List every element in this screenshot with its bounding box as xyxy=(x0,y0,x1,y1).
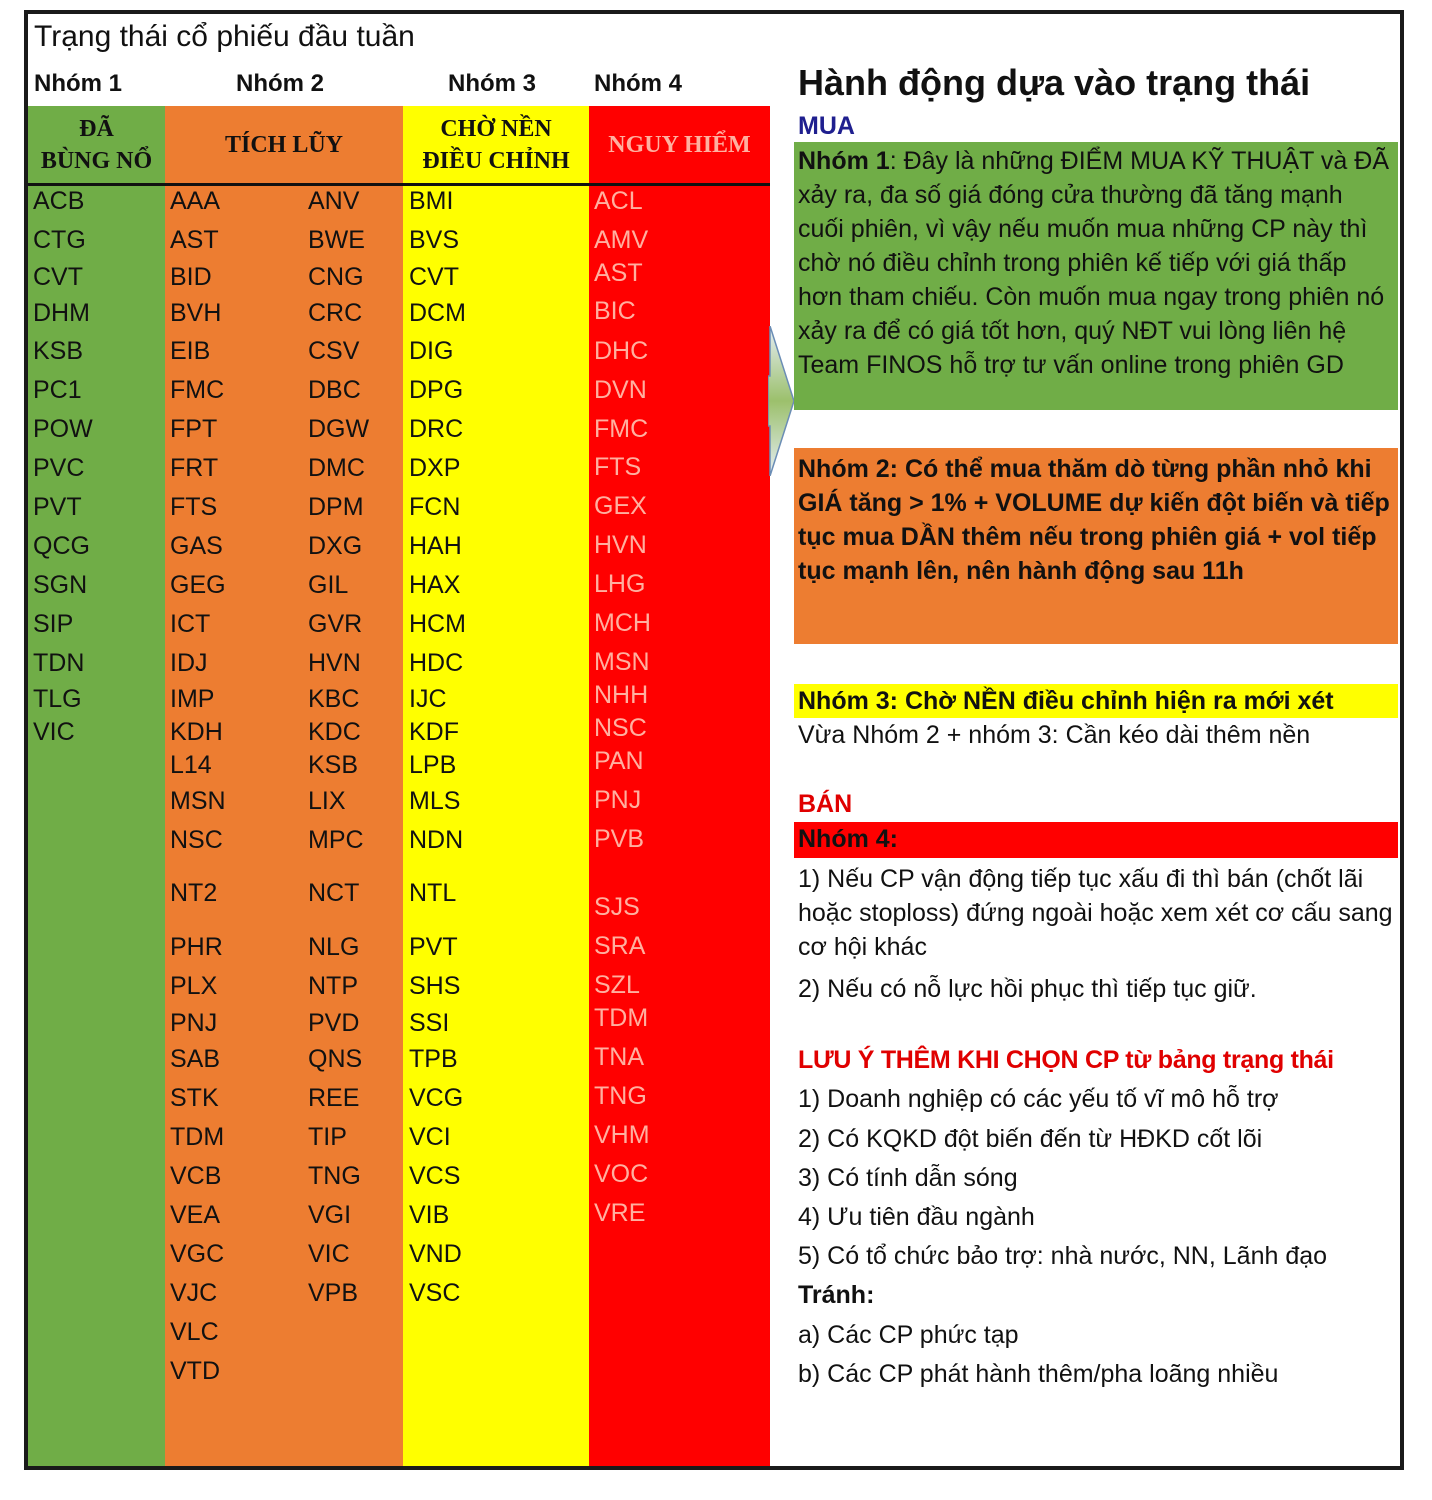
ticker-item: TPB xyxy=(409,1045,458,1073)
ticker-item: KDC xyxy=(308,718,361,746)
ticker-item: NDN xyxy=(409,826,464,854)
ticker-item: AAA xyxy=(170,187,221,215)
ticker-item: DPM xyxy=(308,493,364,521)
ticker-item: SAB xyxy=(170,1045,221,1073)
ticker-item: VIB xyxy=(409,1201,450,1229)
ticker-item: DBC xyxy=(308,376,361,404)
ticker-item: DVN xyxy=(594,376,647,404)
header-group-2-text: TÍCH LŨY xyxy=(224,132,344,158)
ticker-item: ANV xyxy=(308,187,360,215)
ticker-item: ACB xyxy=(33,187,85,215)
group-4-label-text: Nhóm 4: xyxy=(798,825,898,853)
ticker-item: VCI xyxy=(409,1123,451,1151)
group-1-note-label: Nhóm 1 xyxy=(798,147,890,175)
ticker-item: VOC xyxy=(594,1160,649,1188)
note-item-1: 1) Doanh nghiệp có các yếu tố vĩ mô hỗ trợ xyxy=(798,1085,1279,1113)
header-group-4-text: NGUY HIỂM xyxy=(608,132,751,158)
header-group-3-line1: CHỜ NỀN xyxy=(440,116,552,142)
ticker-item: PHR xyxy=(170,933,223,961)
ticker-item: TNA xyxy=(594,1043,644,1071)
ticker-item: PNJ xyxy=(170,1009,218,1037)
ticker-item: TLG xyxy=(33,685,82,713)
ticker-item: L14 xyxy=(170,751,212,779)
header-group-4 xyxy=(589,106,770,184)
ticker-item: SIP xyxy=(33,610,74,638)
ticker-item: PLX xyxy=(170,972,218,1000)
ticker-item: HDC xyxy=(409,649,464,677)
ticker-item: QCG xyxy=(33,532,90,560)
note-item-2: 2) Có KQKD đột biến đến từ HĐKD cốt lõi xyxy=(798,1125,1263,1153)
note-title: LƯU Ý THÊM KHI CHỌN CP từ bảng trạng thái xyxy=(798,1046,1334,1074)
note-item-3: 3) Có tính dẫn sóng xyxy=(798,1164,1018,1192)
ticker-item: TIP xyxy=(308,1123,347,1151)
ticker-item: PAN xyxy=(594,747,644,775)
ticker-item: NT2 xyxy=(170,879,218,907)
ticker-item: SSI xyxy=(409,1009,450,1037)
ticker-item: AST xyxy=(594,259,643,287)
ticker-item: VCB xyxy=(170,1162,222,1190)
ticker-item: FRT xyxy=(170,454,219,482)
ticker-item: DPG xyxy=(409,376,464,404)
ticker-item: GEG xyxy=(170,571,226,599)
ticker-item: KBC xyxy=(308,685,360,713)
ticker-item: DCM xyxy=(409,299,466,327)
ticker-item: KSB xyxy=(308,751,359,779)
ticker-item: TNG xyxy=(308,1162,361,1190)
group-3-note-text: Nhóm 3: Chờ NỀN điều chỉnh hiện ra mới xét xyxy=(798,687,1334,715)
ticker-item: BWE xyxy=(308,226,365,254)
ticker-item: REE xyxy=(308,1084,360,1112)
group-4-item-1: 1) Nếu CP vận động tiếp tục xấu đi thì bán (chốt lãi hoặc stoploss) đứng ngoài hoặc xem xét cơ cấu sang cơ hội khác xyxy=(798,865,1393,961)
ticker-item: TDM xyxy=(170,1123,225,1151)
ticker-item: VCS xyxy=(409,1162,461,1190)
ticker-item: ACL xyxy=(594,187,643,215)
ticker-item: BIC xyxy=(594,297,636,325)
ticker-item: SHS xyxy=(409,972,461,1000)
ticker-item: DGW xyxy=(308,415,370,443)
ticker-item: PVB xyxy=(594,825,645,853)
ticker-item: DMC xyxy=(308,454,365,482)
ticker-item: CTG xyxy=(33,226,86,254)
ticker-item: EIB xyxy=(170,337,211,365)
ticker-item: IJC xyxy=(409,685,447,713)
ticker-item: VPB xyxy=(308,1279,359,1307)
ticker-item: IMP xyxy=(170,685,215,713)
ticker-item: NTL xyxy=(409,879,457,907)
ticker-item: MCH xyxy=(594,609,651,637)
ticker-item: CSV xyxy=(308,337,360,365)
ticker-item: DXG xyxy=(308,532,363,560)
ticker-item: MSN xyxy=(170,787,226,815)
group-4-label xyxy=(794,822,1398,858)
header-group-1-line2: BÙNG NỔ xyxy=(40,148,153,174)
ticker-item: CVT xyxy=(409,263,459,291)
ticker-item: SRA xyxy=(594,932,646,960)
page-title: Trạng thái cổ phiếu đầu tuần xyxy=(34,20,415,53)
ticker-item: GIL xyxy=(308,571,349,599)
ticker-item: PVT xyxy=(409,933,458,961)
ticker-item: POW xyxy=(33,415,93,443)
ticker-item: CNG xyxy=(308,263,364,291)
ticker-item: MLS xyxy=(409,787,461,815)
ticker-item: PC1 xyxy=(33,376,82,404)
ticker-item: GEX xyxy=(594,492,647,520)
note-item-4: 4) Ưu tiên đầu ngành xyxy=(798,1203,1035,1231)
ticker-item: FCN xyxy=(409,493,461,521)
ticker-item: HAX xyxy=(409,571,461,599)
ticker-item: TNG xyxy=(594,1082,647,1110)
ticker-item: FTS xyxy=(170,493,218,521)
ticker-item: AST xyxy=(170,226,219,254)
ticker-item: VND xyxy=(409,1240,462,1268)
sell-label: BÁN xyxy=(798,790,853,818)
group-label-4: Nhóm 4 xyxy=(594,70,683,97)
ticker-item: VTD xyxy=(170,1357,220,1385)
ticker-item: VGC xyxy=(170,1240,225,1268)
ticker-item: VSC xyxy=(409,1279,461,1307)
group-label-2: Nhóm 2 xyxy=(236,70,325,97)
buy-label: MUA xyxy=(798,112,855,140)
ticker-item: DRC xyxy=(409,415,464,443)
ticker-item: DXP xyxy=(409,454,461,482)
header-group-1 xyxy=(28,106,165,184)
ticker-item: IDJ xyxy=(170,649,208,677)
ticker-item: LHG xyxy=(594,570,646,598)
status-board xyxy=(24,10,1404,1470)
group-2-3-note: Vừa Nhóm 2 + nhóm 3: Cần kéo dài thêm nền xyxy=(798,721,1311,749)
ticker-item: BVH xyxy=(170,299,222,327)
ticker-item: DHC xyxy=(594,337,649,365)
group-2-note-text: Nhóm 2: Có thể mua thăm dò từng phần nhỏ khi GIÁ tăng > 1% + VOLUME dự kiến đột biến và tiếp tục mua DẦN thêm nếu trong phiên giá + vol tiếp tục mạnh lên, nên hành động sau 11h xyxy=(798,455,1390,585)
group-1-note-text: : Đây là những ĐIỂM MUA KỸ THUẬT và ĐÃ xảy ra, đa số giá đóng cửa thường đã tăng mạnh cuối phiên, vì vậy nếu muốn mua những CP này thì chờ nó điều chỉnh trong phiên kế tiếp với giá thấp hơn tham chiếu. Còn muốn mua ngay trong phiên nó xảy ra để có giá tốt hơn, quý NĐT vui lòng liên hệ Team FINOS hỗ trợ tư vấn online trong phiên GD xyxy=(798,147,1389,379)
ticker-item: VJC xyxy=(170,1279,218,1307)
avoid-item-1: a) Các CP phức tạp xyxy=(798,1321,1019,1349)
ticker-item: KDH xyxy=(170,718,223,746)
ticker-item: VRE xyxy=(594,1199,646,1227)
ticker-item: BMI xyxy=(409,187,454,215)
ticker-item: GAS xyxy=(170,532,223,560)
header-group-1-line1: ĐÃ xyxy=(79,116,114,142)
ticker-item: GVR xyxy=(308,610,363,638)
ticker-item: SZL xyxy=(594,971,640,999)
ticker-item: MPC xyxy=(308,826,364,854)
ticker-item: PVC xyxy=(33,454,85,482)
group-4-item-2: 2) Nếu có nỗ lực hồi phục thì tiếp tục giữ. xyxy=(798,975,1257,1003)
ticker-item: KSB xyxy=(33,337,84,365)
ticker-item: SGN xyxy=(33,571,88,599)
ticker-item: KDF xyxy=(409,718,459,746)
ticker-item: CRC xyxy=(308,299,363,327)
ticker-item: NTP xyxy=(308,972,358,1000)
ticker-item: VHM xyxy=(594,1121,650,1149)
ticker-item: DHM xyxy=(33,299,90,327)
avoid-item-2: b) Các CP phát hành thêm/pha loãng nhiều xyxy=(798,1360,1279,1388)
ticker-item: SJS xyxy=(594,893,640,921)
avoid-label: Tránh: xyxy=(798,1281,875,1309)
ticker-item: AMV xyxy=(594,226,649,254)
note-item-5: 5) Có tổ chức bảo trợ: nhà nước, NN, Lãnh đạo xyxy=(798,1242,1328,1270)
ticker-item: BVS xyxy=(409,226,460,254)
ticker-item: HVN xyxy=(308,649,361,677)
group-2-note xyxy=(794,448,1398,644)
ticker-item: PNJ xyxy=(594,786,642,814)
ticker-item: VIC xyxy=(33,718,75,746)
ticker-item: HVN xyxy=(594,531,647,559)
header-group-3 xyxy=(403,106,589,184)
ticker-item: VIC xyxy=(308,1240,350,1268)
ticker-item: NCT xyxy=(308,879,360,907)
actions-title: Hành động dựa vào trạng thái xyxy=(798,62,1311,103)
group-label-3: Nhóm 3 xyxy=(448,70,537,97)
ticker-item: TDM xyxy=(594,1004,649,1032)
ticker-item: STK xyxy=(170,1084,219,1112)
header-group-2 xyxy=(165,106,403,184)
header-group-3-line2: ĐIỀU CHỈNH xyxy=(422,148,570,174)
ticker-item: HAH xyxy=(409,532,462,560)
ticker-item: QNS xyxy=(308,1045,363,1073)
ticker-item: FMC xyxy=(594,415,649,443)
group-3-note xyxy=(794,684,1398,718)
ticker-item: BID xyxy=(170,263,212,291)
ticker-item: TDN xyxy=(33,649,85,677)
ticker-item: FTS xyxy=(594,453,642,481)
ticker-item: DIG xyxy=(409,337,454,365)
ticker-item: NSC xyxy=(594,714,647,742)
ticker-item: PVT xyxy=(33,493,82,521)
header-divider xyxy=(28,183,770,186)
group-1-note xyxy=(794,142,1398,410)
ticker-item: CVT xyxy=(33,263,83,291)
ticker-item: LPB xyxy=(409,751,457,779)
ticker-item: MSN xyxy=(594,648,650,676)
ticker-item: VCG xyxy=(409,1084,464,1112)
ticker-item: LIX xyxy=(308,787,346,815)
ticker-item: VLC xyxy=(170,1318,219,1346)
group-label-1: Nhóm 1 xyxy=(34,70,123,97)
ticker-item: HCM xyxy=(409,610,466,638)
ticker-item: FMC xyxy=(170,376,225,404)
ticker-item: FPT xyxy=(170,415,218,443)
ticker-item: VEA xyxy=(170,1201,221,1229)
ticker-item: VGI xyxy=(308,1201,352,1229)
ticker-item: NSC xyxy=(170,826,223,854)
ticker-item: NLG xyxy=(308,933,360,961)
ticker-item: NHH xyxy=(594,681,649,709)
ticker-item: PVD xyxy=(308,1009,360,1037)
ticker-item: ICT xyxy=(170,610,211,638)
